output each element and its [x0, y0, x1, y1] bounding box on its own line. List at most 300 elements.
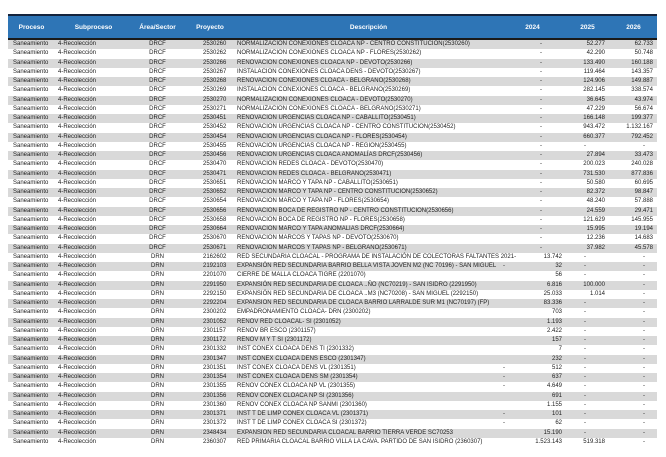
cell-descripcion: EXPANSIÓN RED SECUNDARIA DE CLOACA ..ÑO (NC70219) - SAN ISIDRO (2291950)	[237, 281, 477, 288]
cell-descripcion: INSTALACION CONEXIONES CLOACA DENS - DEVOTO(2530267)	[237, 68, 421, 75]
cell-descripcion: RED PRIMARIA CLOACAL BARRIO VILLA LA CAVA. PARTIDO DE SAN ISIDRO (2360307)	[237, 438, 483, 445]
cell-area-sector: DRN	[151, 364, 164, 371]
cell-2025: 37.982	[586, 244, 605, 251]
cell-2026: -	[643, 401, 645, 408]
table-row	[8, 86, 657, 95]
cell-2024: -	[540, 198, 542, 205]
table-row	[8, 170, 657, 179]
cell-area-sector: DRN	[151, 346, 164, 353]
cell-area-sector: DRCF	[149, 244, 166, 251]
cell-2025: 943.472	[583, 124, 605, 131]
cell-proceso: Saneamiento	[13, 355, 49, 362]
cell-2025: 27.894	[586, 152, 605, 158]
cell-subproceso: 4-Recolección	[58, 429, 97, 436]
cell-area-sector: DRN	[151, 411, 164, 417]
cell-descripcion: INSTALACION CONEXIONES CLOACA - BELGRANO(2530269)	[237, 87, 411, 94]
cell-2026: 33.473	[634, 152, 653, 158]
table-row	[8, 410, 657, 419]
cell-proceso: Saneamiento	[13, 401, 49, 408]
cell-2026: 149.887	[631, 78, 653, 84]
cell-area-sector: DRN	[151, 290, 164, 297]
cell-area-sector: DRN	[151, 253, 164, 260]
cell-2026: -	[643, 383, 645, 390]
table-row	[8, 188, 657, 197]
cell-proceso: Saneamiento	[13, 207, 49, 214]
cell-proyecto: 2192103	[203, 263, 227, 269]
table-row	[8, 392, 657, 401]
cell-proyecto: 2301372	[203, 420, 227, 427]
cell-proyecto: 2530455	[203, 142, 227, 149]
cell-proyecto: 2530671	[203, 244, 227, 251]
table-row	[8, 429, 657, 438]
cell-proyecto: 2530456	[203, 152, 227, 158]
cell-2026: -	[643, 374, 645, 380]
cell-area-sector: DRN	[151, 263, 164, 269]
cell-2024: -	[540, 235, 542, 242]
cell-2026: 56.674	[634, 105, 653, 112]
cell-2024: -	[540, 189, 542, 195]
cell-area-sector: DRCF	[149, 207, 166, 214]
cell-2026: -	[643, 364, 645, 371]
cell-2025: -	[584, 142, 586, 149]
cell-proyecto: 2530260	[203, 41, 227, 47]
table-row	[8, 225, 657, 234]
cell-2026: 19.194	[634, 226, 653, 232]
column-header-2024: 2024	[525, 23, 540, 31]
cell-area-sector: DRCF	[149, 216, 166, 223]
cell-proceso: Saneamiento	[13, 189, 49, 195]
cell-area-sector: DRCF	[149, 152, 166, 158]
cell-2026: 45.578	[634, 244, 653, 251]
cell-descripcion: NORMALIZACION CONEXIONES CLOACA NP - CENTRO CONSTITUCION(2530260)	[237, 41, 470, 47]
cell-proyecto: 2530270	[203, 96, 227, 103]
cell-2025: 12.236	[586, 235, 605, 242]
cell-2025: 133.490	[583, 59, 605, 66]
cell-proyecto: 2360307	[203, 438, 227, 445]
cell-2026: 43.974	[634, 96, 653, 103]
cell-2026: 1.132.167	[626, 124, 653, 131]
cell-area-sector: DRCF	[149, 161, 166, 168]
table-row	[8, 382, 657, 391]
cell-2025: -	[584, 355, 586, 362]
cell-2024: 83.336	[543, 300, 562, 306]
column-header-area-sector: Área/Sector	[139, 23, 176, 31]
cell-descripcion: EXPANSIÓN RED SECUNDARIA BARRIO BELLA VISTA JOVEN M2 (NC 70196) - SAN MIGUEL	[237, 263, 497, 269]
cell-proyecto: 2530269	[203, 87, 227, 94]
cell-area-sector: DRCF	[149, 124, 166, 131]
cell-2026: -	[643, 272, 645, 279]
table-row	[8, 49, 657, 58]
cell-2026: 199.377	[631, 115, 653, 121]
cell-subproceso: 4-Recolección	[58, 401, 97, 408]
cell-proyecto: 2301157	[203, 327, 226, 334]
cell-subproceso: 4-Recolección	[58, 235, 97, 242]
cell-2025: -	[584, 364, 586, 371]
table-row	[8, 133, 657, 142]
table-row	[8, 197, 657, 206]
cell-proceso: Saneamiento	[13, 272, 49, 279]
cell-area-sector: DRN	[151, 327, 164, 334]
cell-proceso: Saneamiento	[13, 374, 49, 380]
column-header-2026: 2026	[626, 23, 641, 31]
table-row	[8, 401, 657, 410]
cell-subproceso: 4-Recolección	[58, 68, 97, 75]
cell-2024: 232	[551, 355, 562, 362]
cell-descripcion: INST CONEX CLOACA DENS SM (2301354)	[237, 374, 358, 380]
cell-descripcion: RENOVACION URGENCIAS CLOACA NP - FLORES(2530454)	[237, 133, 407, 140]
cell-proyecto: 2530271	[203, 105, 227, 112]
cell-2025: 24.559	[586, 207, 605, 214]
cell-area-sector: DRN	[151, 318, 164, 325]
cell-subproceso: 4-Recolección	[58, 309, 97, 316]
cell-proyecto: 2162602	[203, 253, 227, 260]
cell-proceso: Saneamiento	[13, 309, 49, 316]
cell-2024: 1.193	[546, 318, 562, 325]
cell-2026: 792.452	[631, 133, 653, 140]
cell-2025: 519.318	[583, 438, 605, 445]
cell-proceso: Saneamiento	[13, 124, 49, 131]
cell-subproceso: 4-Recolección	[58, 281, 97, 288]
cell-proceso: Saneamiento	[13, 41, 49, 47]
cell-area-sector: DRN	[151, 420, 164, 427]
cell-2024: - 32	[503, 263, 562, 269]
cell-subproceso: 4-Recolección	[58, 115, 97, 121]
cell-2025: 121.629	[583, 216, 605, 223]
cell-area-sector: DRCF	[149, 59, 166, 66]
table-row	[8, 77, 657, 86]
cell-descripcion: EXPANSION RED SECUNDARIA CLOACAL BARRIO TIERRA VERDE SC70253	[237, 429, 453, 436]
cell-2024: 7	[558, 346, 562, 353]
cell-proyecto: 2301332	[203, 346, 227, 353]
cell-area-sector: DRCF	[149, 78, 166, 84]
cell-2026: -	[643, 429, 645, 436]
column-header-subproceso: Subproceso	[74, 23, 113, 31]
cell-2026: 60.695	[634, 179, 653, 186]
cell-subproceso: 4-Recolección	[58, 41, 97, 47]
table-row	[8, 299, 657, 308]
cell-area-sector: DRCF	[149, 105, 166, 112]
cell-2025: 47.229	[586, 105, 605, 112]
table-row	[8, 160, 657, 169]
cell-proyecto: 2530471	[203, 170, 227, 177]
cell-proceso: Saneamiento	[13, 96, 49, 103]
cell-descripcion: RENOVACION BOCA DE REGISTRO NP - FLORES(2530658)	[237, 216, 405, 223]
cell-proceso: Saneamiento	[13, 142, 49, 149]
cell-2024: -	[540, 207, 542, 214]
cell-2025: 100.000	[583, 281, 605, 288]
cell-proceso: Saneamiento	[13, 216, 49, 223]
cell-2024: -	[540, 87, 542, 94]
cell-2024: -	[540, 142, 542, 149]
table-header-row	[8, 14, 657, 40]
cell-descripcion: RENOVACION MARCO Y TAPA ANOMALIAS DRCF(2530664)	[237, 226, 405, 232]
table-row	[8, 96, 657, 105]
cell-subproceso: 4-Recolección	[58, 327, 97, 334]
cell-area-sector: DRCF	[149, 96, 166, 103]
cell-2025: -	[584, 263, 586, 269]
cell-2024: 1.523.143	[535, 438, 562, 445]
table-row	[8, 179, 657, 188]
cell-subproceso: 4-Recolección	[58, 152, 97, 158]
cell-proyecto: 2301347	[203, 355, 227, 362]
cell-area-sector: DRN	[151, 300, 164, 306]
cell-2025: -	[584, 346, 586, 353]
cell-2026: -	[643, 327, 645, 334]
cell-subproceso: 4-Recolección	[58, 290, 97, 297]
cell-proyecto: 2301355	[203, 383, 227, 390]
table-row	[8, 142, 657, 151]
table-row	[8, 40, 657, 49]
cell-2024: 56	[555, 272, 562, 279]
cell-2026: 62.733	[634, 41, 653, 47]
cell-2025: -	[584, 429, 586, 436]
cell-2026: 29.471	[634, 207, 653, 214]
cell-2026: -	[643, 142, 645, 149]
cell-2026: -	[643, 281, 645, 288]
cell-2026: 50.748	[634, 50, 653, 57]
cell-2025: -	[584, 327, 586, 334]
cell-subproceso: 4-Recolección	[58, 420, 97, 427]
cell-proyecto: 2530452	[203, 124, 227, 131]
cell-area-sector: DRCF	[149, 226, 166, 232]
cell-descripcion: RENOVACION REDES CLOACA - DEVOTO(2530470)	[237, 161, 384, 168]
cell-subproceso: 4-Recolección	[58, 189, 97, 195]
cell-subproceso: 4-Recolección	[58, 374, 97, 380]
cell-subproceso: 4-Recolección	[58, 438, 97, 445]
cell-descripcion: EXPANSIÓN RED SECUNDARIA DE CLOACA ..M3 (NC70208) - SAN MIGUEL (2292150)	[237, 290, 479, 297]
cell-area-sector: DRN	[151, 392, 164, 399]
cell-2025: 282.145	[583, 87, 605, 94]
cell-proyecto: 2301354	[203, 374, 227, 380]
cell-subproceso: 4-Recolección	[58, 179, 97, 186]
cell-descripcion: RENOVACION MARCO Y TAPA NP - CENTRO CONSTITUCION(2530652)	[237, 189, 438, 195]
cell-descripcion: RENOVACION URGENCIAS CLOACA NP - CABALLITO(2530451)	[237, 115, 416, 121]
table-row	[8, 59, 657, 68]
cell-2024: -	[540, 244, 542, 251]
cell-subproceso: 4-Recolección	[58, 207, 97, 214]
cell-proceso: Saneamiento	[13, 420, 49, 427]
cell-proceso: Saneamiento	[13, 78, 49, 84]
cell-2024: -	[540, 68, 542, 75]
cell-proceso: Saneamiento	[13, 179, 49, 186]
cell-proceso: Saneamiento	[13, 281, 49, 288]
cell-proceso: Saneamiento	[13, 115, 49, 121]
cell-2025: 124.906	[583, 78, 605, 84]
cell-2025: 166.148	[583, 115, 605, 121]
cell-descripcion: RENOVACION CONEXIONES CLOACA NP - DEVOTO(2530266)	[237, 59, 413, 66]
cell-proyecto: 2348434	[203, 429, 227, 436]
projects-table	[8, 14, 657, 447]
cell-descripcion: INST CONEX CLOACA DENS ESCO (2301347)	[237, 355, 366, 362]
cell-proyecto: 2292204	[203, 300, 227, 306]
cell-descripcion: RENOVACION URGENCIAS CLOACA NP - REGION(2530455)	[237, 142, 407, 149]
column-header-2025: 2025	[580, 23, 595, 31]
cell-2024: -	[540, 226, 542, 232]
cell-area-sector: DRN	[151, 281, 164, 288]
cell-2026: 14.683	[634, 235, 653, 242]
cell-subproceso: 4-Recolección	[58, 355, 97, 362]
cell-proceso: Saneamiento	[13, 198, 49, 205]
cell-descripcion: RENOVACION URGENCIAS CLOACA ANOMALÍAS DRCF(2530456)	[237, 152, 423, 158]
cell-area-sector: DRCF	[149, 170, 166, 177]
table-row	[8, 308, 657, 317]
cell-descripcion: RENOVACION BOCA DE REGISTRO NP - CENTRO CONSTITUCION(2530656)	[237, 207, 454, 214]
cell-subproceso: 4-Recolección	[58, 161, 97, 168]
cell-2025: 200.023	[583, 161, 605, 168]
cell-proceso: Saneamiento	[13, 87, 49, 94]
cell-2025: -	[584, 420, 586, 427]
cell-proyecto: 2530266	[203, 59, 227, 66]
table-row	[8, 253, 657, 262]
cell-2026: -	[643, 253, 645, 260]
cell-area-sector: DRCF	[149, 41, 166, 47]
cell-proyecto: 2530451	[203, 115, 227, 121]
cell-2025: 52.277	[586, 41, 605, 47]
cell-proceso: Saneamiento	[13, 105, 49, 112]
cell-2024: -	[540, 133, 542, 140]
cell-proyecto: 2530470	[203, 161, 227, 168]
cell-2025: 50.580	[586, 179, 605, 186]
cell-proceso: Saneamiento	[13, 253, 49, 260]
table-row	[8, 373, 657, 382]
table-row	[8, 234, 657, 243]
cell-descripcion: NORMALIZACION CONEXIONES CLOACA - BELGRANO(2530271)	[237, 105, 421, 112]
cell-2026: -	[643, 346, 645, 353]
cell-area-sector: DRN	[151, 401, 164, 408]
cell-2024: -	[540, 216, 542, 223]
cell-area-sector: DRN	[151, 374, 164, 380]
cell-proceso: Saneamiento	[13, 152, 49, 158]
cell-2024: 2.422	[546, 327, 562, 334]
cell-2026: 338.574	[631, 87, 653, 94]
cell-subproceso: 4-Recolección	[58, 170, 97, 177]
cell-2025: 15.995	[586, 226, 605, 232]
table-row	[8, 438, 657, 447]
cell-2025: 48.240	[586, 198, 605, 205]
cell-descripcion: RENOV CONEX CLOACA NP VL (2301355)	[237, 383, 356, 390]
cell-proceso: Saneamiento	[13, 429, 49, 436]
cell-descripcion: EXPANSION RED SECUNDARIA DE CLOACA BARRIO LARRALDE SUR M1 (NC70197) (FP)	[237, 300, 490, 306]
cell-area-sector: DRN	[151, 272, 164, 279]
cell-2026: -	[643, 438, 645, 445]
cell-proyecto: 2530670	[203, 235, 227, 242]
cell-descripcion: RENOV M Y T SI (2301172)	[237, 337, 312, 343]
cell-2024: -	[540, 161, 542, 168]
table-row	[8, 271, 657, 280]
cell-proyecto: 2301356	[203, 392, 227, 399]
cell-subproceso: 4-Recolección	[58, 124, 97, 131]
cell-subproceso: 4-Recolección	[58, 392, 97, 399]
cell-descripcion: NORMALIZACION CONEXIONES CLOACA - DEVOTO(2530270)	[237, 96, 413, 103]
cell-subproceso: 4-Recolección	[58, 50, 97, 57]
cell-subproceso: 4-Recolección	[58, 337, 97, 343]
cell-2024: 703	[551, 309, 562, 316]
cell-2025: 36.645	[586, 96, 605, 103]
cell-proyecto: 2530262	[203, 50, 227, 57]
cell-area-sector: DRCF	[149, 189, 166, 195]
cell-descripcion: RENOVACION URGENCIAS CLOACA NP - CENTRO CONSTITUCION(2530452)	[237, 124, 456, 131]
cell-2025: -	[584, 337, 586, 343]
cell-proyecto: 2292150	[203, 290, 227, 297]
cell-subproceso: 4-Recolección	[58, 96, 97, 103]
table-row	[8, 123, 657, 132]
cell-area-sector: DRCF	[149, 179, 166, 186]
cell-proceso: Saneamiento	[13, 383, 49, 390]
cell-2024: - 4.649	[503, 383, 562, 390]
cell-subproceso: 4-Recolección	[58, 411, 97, 417]
cell-proyecto: 2530654	[203, 198, 227, 205]
cell-descripcion: RENOVACION CONEXIONES CLOACA - BELGRANO(2530268)	[237, 78, 411, 84]
cell-2026: 98.847	[634, 189, 653, 195]
cell-2025: -	[584, 272, 586, 279]
cell-descripcion: RENOV CONEX CLOACA NP SI (2301356)	[237, 392, 354, 399]
cell-2025: -	[584, 411, 586, 417]
cell-proyecto: 2530658	[203, 216, 227, 223]
cell-subproceso: 4-Recolección	[58, 226, 97, 232]
cell-2024: -	[540, 50, 542, 57]
cell-descripcion: INST T DE LIMP CONEX CLOACA VL (2301371)	[237, 411, 369, 417]
cell-2026: 143.357	[631, 68, 653, 75]
table-row	[8, 114, 657, 123]
cell-descripcion: RENOVACION REDES CLOACA - BELGRANO(2530471)	[237, 170, 392, 177]
cell-2024: 25.033	[543, 290, 562, 297]
cell-proyecto: 2530268	[203, 78, 227, 84]
cell-subproceso: 4-Recolección	[58, 59, 97, 66]
cell-area-sector: DRN	[151, 438, 164, 445]
cell-2025: 119.464	[583, 68, 605, 75]
table-row	[8, 318, 657, 327]
cell-2026: -	[643, 411, 645, 417]
cell-2026: -	[643, 263, 645, 269]
cell-2024: 1.155	[546, 401, 562, 408]
cell-subproceso: 4-Recolección	[58, 216, 97, 223]
cell-descripcion: RENOV BR ESCO (2301157)	[237, 327, 316, 334]
cell-area-sector: DRCF	[149, 235, 166, 242]
table-row	[8, 336, 657, 345]
table-row	[8, 216, 657, 225]
cell-area-sector: DRCF	[149, 142, 166, 149]
cell-2024: -	[540, 170, 542, 177]
table-row	[8, 419, 657, 428]
cell-proyecto: 2530664	[203, 226, 227, 232]
cell-2026: 57.888	[634, 198, 653, 205]
table-row	[8, 345, 657, 354]
cell-descripcion: RED SECUNDARIA CLOACAL - PROGRAMA DE INSTALACIÓN DE COLECTORAS FALTANTES 2021-	[237, 253, 517, 260]
cell-proyecto: 2530656	[203, 207, 227, 214]
cell-proceso: Saneamiento	[13, 263, 49, 269]
cell-proceso: Saneamiento	[13, 59, 49, 66]
cell-2025: -	[584, 318, 586, 325]
table-row	[8, 151, 657, 160]
cell-area-sector: DRN	[151, 429, 164, 436]
cell-subproceso: 4-Recolección	[58, 244, 97, 251]
cell-2024: -	[540, 124, 542, 131]
cell-area-sector: DRCF	[149, 87, 166, 94]
cell-descripcion: EMPADRONAMIENTO CLOACA- DRN (2300202)	[237, 309, 371, 316]
cell-subproceso: 4-Recolección	[58, 300, 97, 306]
cell-2024: -	[540, 59, 542, 66]
cell-2025: -	[584, 401, 586, 408]
cell-2024: 13.742	[543, 253, 562, 260]
table-row	[8, 364, 657, 373]
cell-2024: -	[540, 152, 542, 158]
cell-2026: -	[643, 300, 645, 306]
cell-area-sector: DRN	[151, 355, 164, 362]
cell-2025: -	[584, 309, 586, 316]
cell-2026: -	[643, 355, 645, 362]
cell-area-sector: DRN	[151, 337, 164, 343]
column-header-proceso: Proceso	[18, 23, 45, 31]
